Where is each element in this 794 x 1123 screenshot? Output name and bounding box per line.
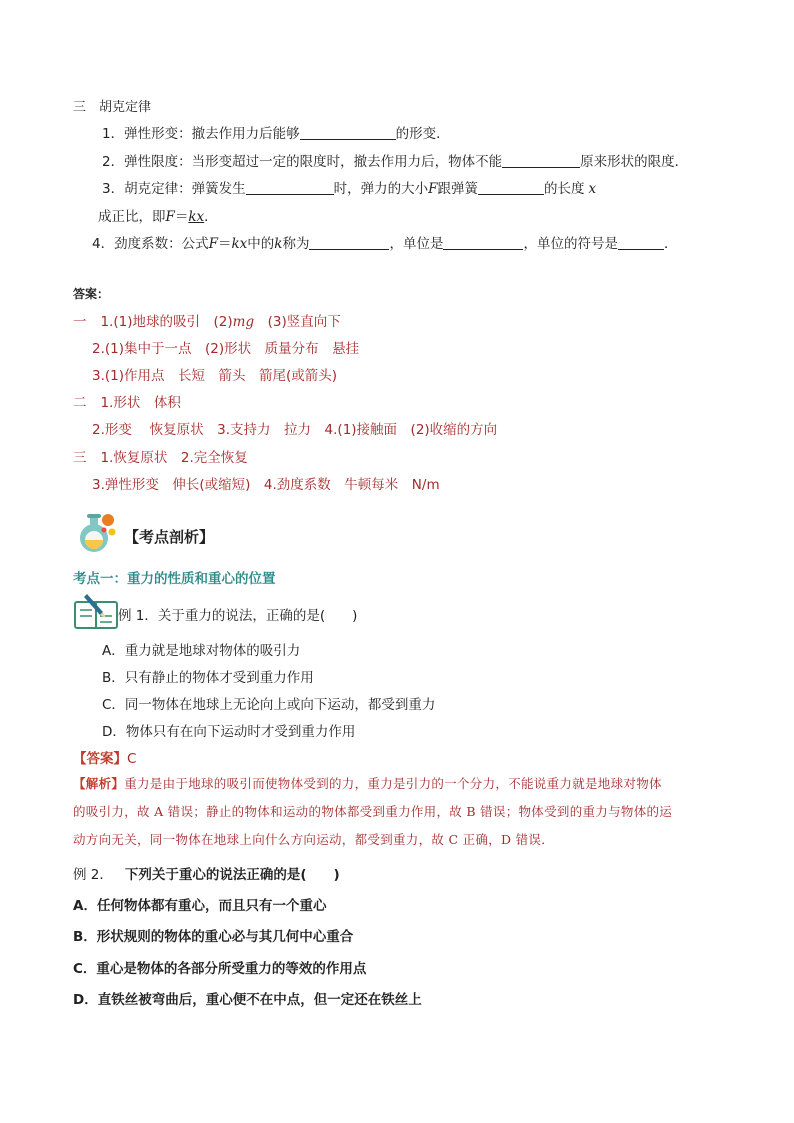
example-1-option-a: A．重力就是地球对物体的吸引力 (102, 643, 301, 659)
example-1-stem: 例 1．关于重力的说法，正确的是( ) (118, 608, 358, 624)
example-2-option-a: A．任何物体都有重心，而且只有一个重心 (73, 898, 327, 914)
answer-blank[interactable] (300, 125, 396, 140)
example-1-answer: 【答案】C (73, 751, 137, 767)
example-1-option-b: B．只有静止的物体才受到重力作用 (102, 670, 314, 686)
example-2-stem: 例 2． 下列关于重心的说法正确的是( ) (73, 867, 340, 883)
answer-blank[interactable] (309, 235, 389, 250)
kaodian-title: 考点一：重力的性质和重心的位置 (73, 571, 276, 587)
answer-blank[interactable] (478, 180, 544, 195)
hooke-line-3: 3．胡克定律：弹簧发生 时，弹力的大小F跟弹簧 的长度 x (102, 181, 597, 197)
flask-icon (74, 510, 118, 554)
example-2-option-c: C．重心是物体的各部分所受重力的等效的作用点 (73, 961, 367, 977)
book-pencil-icon (73, 592, 119, 630)
section-heading-hooke: 三 胡克定律 (73, 100, 152, 115)
answer-section-3-line-1: 三 1.恢复原状 2.完全恢复 (73, 450, 248, 466)
answer-blank[interactable] (618, 235, 664, 250)
answer-section-1-line-3: 3.(1)作用点 长短 箭头 箭尾(或箭头) (92, 368, 338, 384)
hooke-line-3b: 成正比，即F＝kx． (98, 209, 218, 225)
answer-blank[interactable] (246, 180, 334, 195)
answer-section-1-line-2: 2.(1)集中于一点 (2)形状 质量分布 悬挂 (92, 341, 360, 357)
example-1-option-d: D．物体只有在向下运动时才受到重力作用 (102, 724, 356, 740)
answers-label: 答案： (73, 287, 110, 301)
section-title: 【考点剖析】 (124, 528, 215, 546)
hooke-line-4: 4．劲度系数：公式F＝kx中的k称为 ，单位是 ，单位的符号是 ． (92, 236, 678, 252)
answer-section-2-line-1: 二 1.形状 体积 (73, 395, 181, 411)
example-2-option-d: D．直铁丝被弯曲后，重心便不在中点，但一定还在铁丝上 (73, 992, 422, 1008)
example-1-option-c: C．同一物体在地球上无论向上或向下运动，都受到重力 (102, 697, 436, 713)
example-2-option-b: B．形状规则的物体的重心必与其几何中心重合 (73, 929, 354, 945)
answer-blank[interactable] (502, 153, 580, 168)
answer-section-1-line-1: 一 1.(1)地球的吸引 (2)mg (3)竖直向下 (73, 314, 341, 330)
hooke-line-1: 1．弹性形变：撤去作用力后能够 的形变． (102, 126, 450, 142)
answer-section-2-line-2: 2.形变 恢复原状 3.支持力 拉力 4.(1)接触面 (2)收缩的方向 (92, 422, 498, 438)
answer-section-3-line-2: 3.弹性形变 伸长(或缩短) 4.劲度系数 牛顿每米 N/m (92, 477, 440, 493)
answer-blank[interactable] (443, 235, 523, 250)
hooke-line-2: 2．弹性限度：当形变超过一定的限度时，撤去作用力后，物体不能 原来形状的限度． (102, 154, 689, 170)
example-1-explanation: 【解析】重力是由于地球的吸引而使物体受到的力，重力是引力的一个分力，不能说重力就是地球对物体 的吸引力，故 A 错误；静止的物体和运动的物体都受到重力作用，故 B 错误；物体受到的重力与物体的运 动方向无关，同一物体在地球上向什么方向运动，都受到重力，故 C 正确，D 错误． (73, 776, 673, 847)
